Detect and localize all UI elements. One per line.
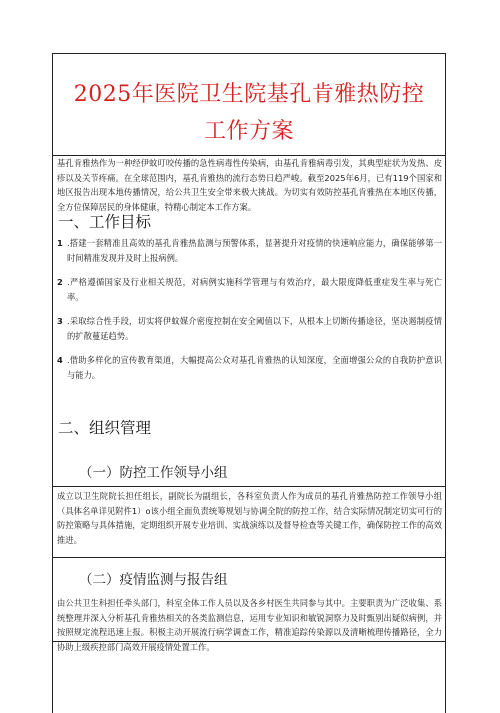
goal-number: 1 bbox=[57, 238, 63, 248]
table-divider bbox=[53, 486, 445, 487]
leadership-paragraph: 成立以卫生院院长担任组长，副院长为副组长，各科室负责人作为成员的基孔肯雅热防控工作领导小组（具体名单详见附件1）o该小组全面负责统筹规划与协调全院的防控工作，结合实际情况制定切实可行的防控策略与具体措施，定期组织开展专业培训、实战演练以及督导检查等关键工作，确保防控工作的高效推进。 bbox=[57, 491, 442, 545]
goal-item bbox=[57, 275, 442, 305]
goal-text: .搭建一套精准且高效的基孔肯雅热监测与预警体系，显著提升对疫情的快速响应能力，确保能够第一时间精准发现并及时上报病例。 bbox=[67, 238, 442, 263]
goal-text: .严格遵循国家及行业相关规范，对病例实施科学管理与有效治疗，最大限度降低重症发生率与死亡率。 bbox=[67, 277, 442, 302]
monitoring-paragraph: 由公共卫生科担任牵头部门，科室全体工作人员以及各乡村医生共同参与其中。主要职责为广泛收集、系统整理并深入分析基孔肯雅热相关的各类监测信息，运用专业知识和敏锐洞察力及时甄别出疑似病例，并按照规定流程迅速上报。积极主动开展流行病学调查工作，精准追踪传染源以及清晰梳理传播路径，全力协助上级疾控部门高效开展疫情处置工作。 bbox=[57, 598, 442, 652]
subsection-heading-leadership: （一）防控工作领导小组 bbox=[79, 465, 228, 481]
document-title-line-2: 工作方案 bbox=[203, 119, 294, 144]
goal-item bbox=[57, 353, 442, 383]
goal-item bbox=[57, 314, 442, 344]
subsection-heading-monitoring: （二）疫情监测与报告组 bbox=[79, 572, 228, 588]
goal-item bbox=[57, 236, 442, 266]
goal-text: .采取综合性手段，切实将伊蚊媒介密度控制在安全阈值以下，从根本上切断传播途径，坚决遏制疫情的扩散蔓延趋势。 bbox=[67, 316, 442, 341]
document-title-line-1: 2025年医院卫生院基孔肯雅热防控 bbox=[73, 82, 425, 107]
goal-number: 2 bbox=[57, 277, 63, 287]
section-heading-organization: 二、组织管理 bbox=[58, 419, 152, 437]
goal-number: 3 bbox=[57, 316, 63, 326]
goal-text: .借助多样化的宣传教育渠道，大幅提高公众对基孔肯雅热的认知深度，全面增强公众的自我防护意识与能力。 bbox=[67, 355, 442, 380]
table-divider bbox=[53, 557, 445, 558]
intro-paragraph: 基孔肯雅热作为一种经伊蚊叮咬传播的急性病毒性传染病，由基孔肯雅病毒引发，其典型症状为发热、皮疹以及关节疼痛。在全球范围内，基孔肯雅热的流行态势日趋严峻。截至2025年6月，已有119个国家和地区报告出现本地传播情况，给公共卫生安全带来极大挑战。为切实有效防控基孔肯雅热在本地区传播，全方位保障居民的身体健康，特精心制定本工作方案。 bbox=[57, 158, 442, 212]
section-heading-goals: 一、工作目标 bbox=[58, 213, 152, 231]
goal-number: 4 bbox=[57, 355, 63, 365]
document-frame bbox=[52, 53, 446, 713]
